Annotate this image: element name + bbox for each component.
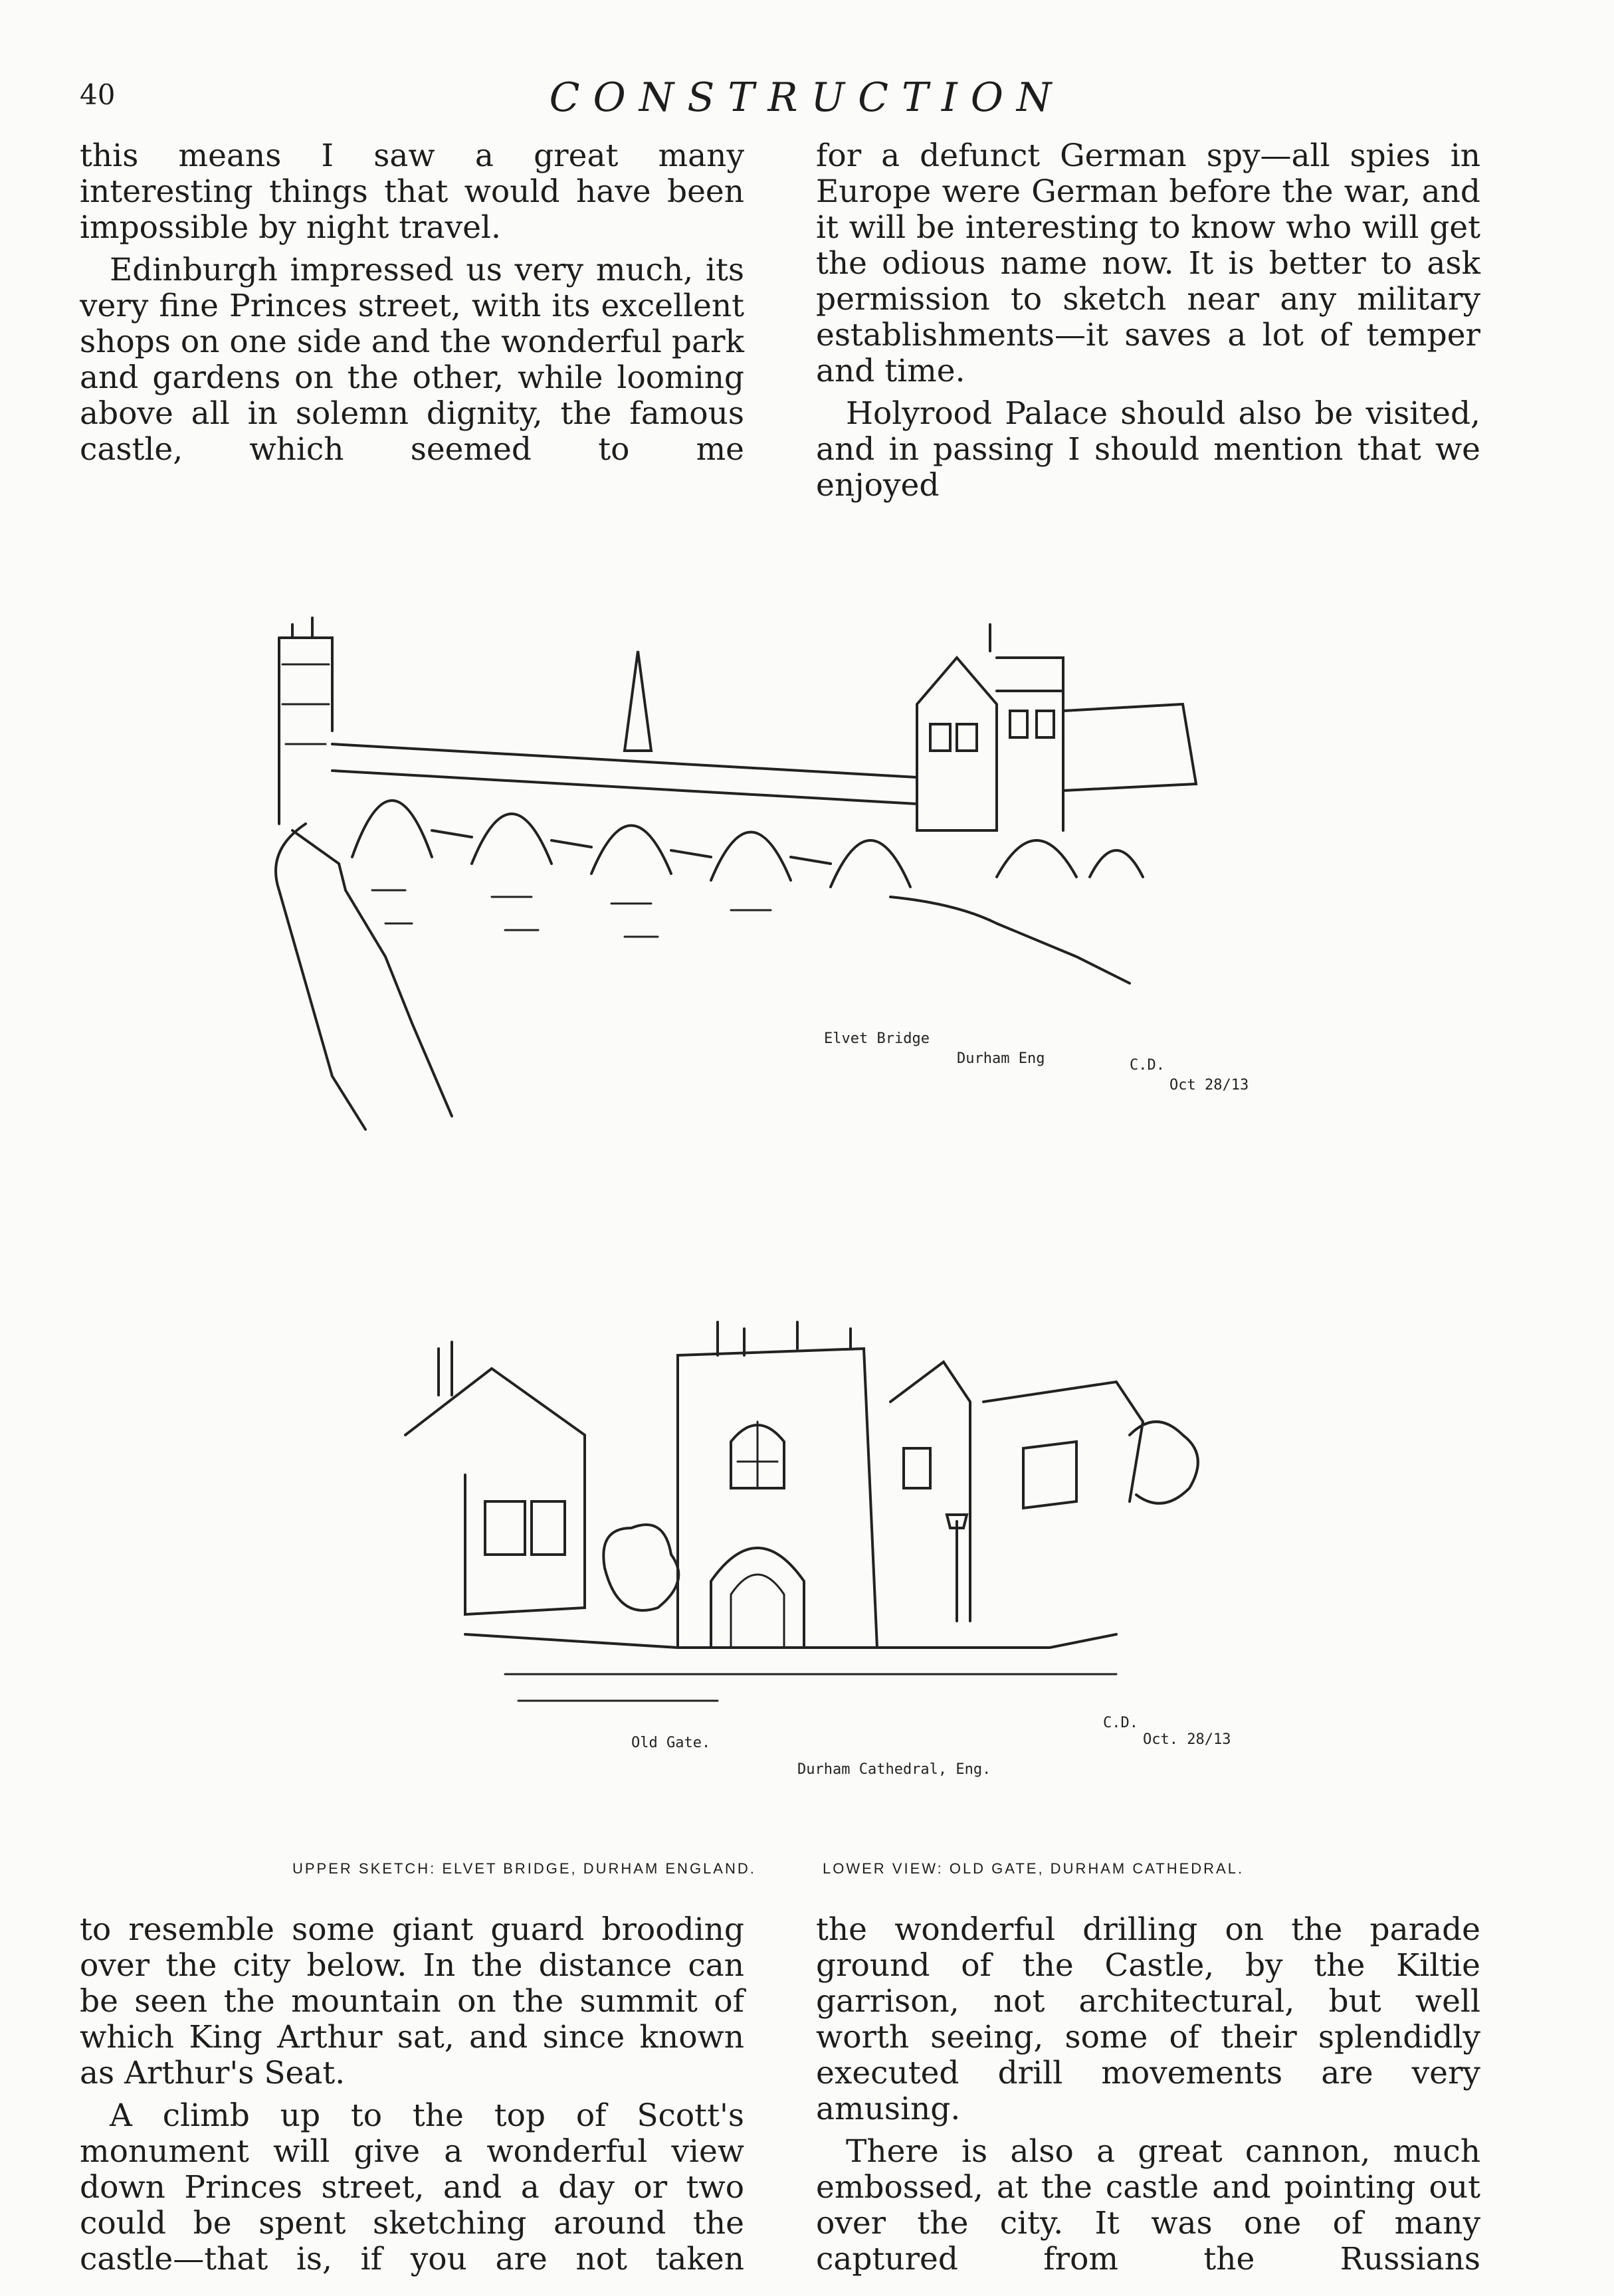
sketch-signature: C.D.	[1103, 1715, 1138, 1731]
page-number: 40	[80, 78, 116, 111]
paragraph: There is also a great cannon, much embossed, at the castle and pointing out over the city. It was one of many captured from the Russians	[816, 2133, 1480, 2277]
paragraph: to resemble some giant guard brooding over the city below. In the distance can be seen the mountain on the summit of which King Arthur sat, and since known as Arthur's Seat.	[80, 1911, 744, 2091]
lower-view-caption: LOWER VIEW: OLD GATE, DURHAM CATHEDRAL.	[823, 1860, 1245, 1877]
running-head: CONSTRUCTION	[549, 74, 1065, 121]
upper-sketch-caption: UPPER SKETCH: ELVET BRIDGE, DURHAM ENGLAND.	[292, 1860, 756, 1877]
sketch-signature: Durham Cathedral, Eng.	[797, 1761, 991, 1778]
sketch-signature: C.D.	[1130, 1057, 1165, 1074]
upper-left-column	[80, 138, 744, 474]
sketch-signature: Oct. 28/13	[1143, 1731, 1231, 1748]
lower-right-column	[816, 1912, 1480, 2284]
elvet-bridge-sketch	[252, 611, 1289, 1169]
old-gate-sketch	[385, 1302, 1302, 1807]
sketch-signature: Elvet Bridge	[824, 1030, 930, 1047]
paragraph: Edinburgh impressed us very much, its very fine Princes street, with its excellent shops on one side and the wonderful park and gardens on the other, while looming above all in solemn dignity, the famous castle, which seemed to me	[80, 252, 744, 468]
paragraph: this means I saw a great many interesting things that would have been impossible by night travel.	[80, 138, 744, 246]
sketch-signature: Oct 28/13	[1169, 1077, 1249, 1094]
paragraph: A climb up to the top of Scott's monument will give a wonderful view down Princes street, and a day or two could be spent sketching around the castle—that is, if you are not taken	[80, 2097, 744, 2277]
lower-left-column	[80, 1912, 744, 2284]
paragraph: the wonderful drilling on the parade ground of the Castle, by the Kiltie garrison, not architectural, but well worth seeing, some of their splendidly executed drill movements are very amusing.	[816, 1911, 1480, 2127]
sketch-signature: Old Gate.	[631, 1735, 711, 1751]
paragraph: for a defunct German spy—all spies in Europe were German before the war, and it will be interesting to know who will get the odious name now. It is better to ask permission to sketch near any military establishments—it saves a lot of temper and time.	[816, 138, 1480, 389]
sketch-signature: Durham Eng	[957, 1050, 1045, 1067]
paragraph: Holyrood Palace should also be visited, and in passing I should mention that we enjoyed	[816, 395, 1480, 504]
upper-right-column	[816, 138, 1480, 510]
